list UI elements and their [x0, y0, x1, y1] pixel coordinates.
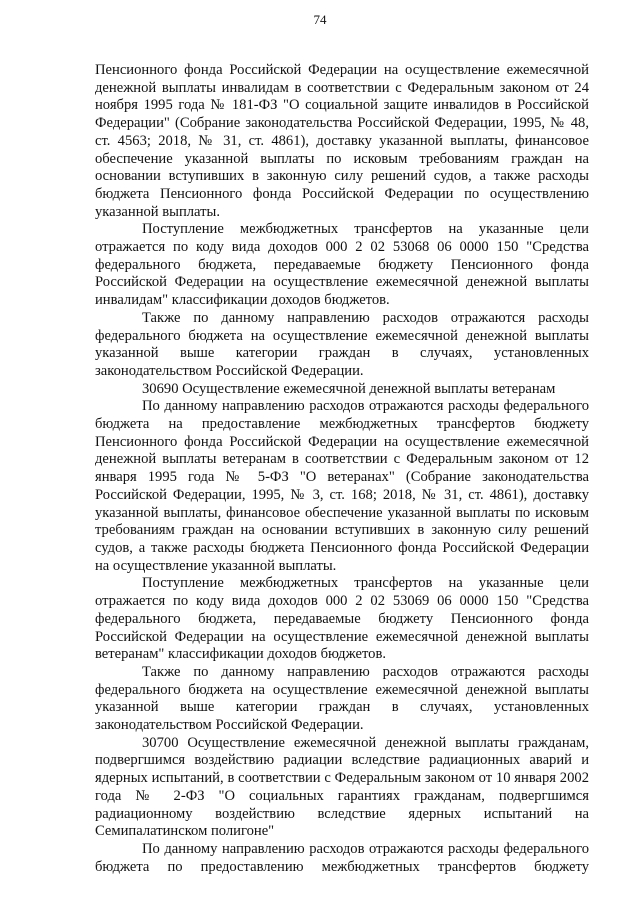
paragraph-income-code-veterans: Поступление межбюджетных трансфертов на указанные цели отражается по коду вида доходов 000 2 02 53069 06 0000 150 "Средства федерального бюджета, передаваемые бюджету Пенсионного фонда Российской Федерации на осуществление ежемесячной денежной выплаты ветеранам" классификации доходов бюджетов.	[95, 575, 589, 663]
paragraph-also-veterans: Также по данному направлению расходов отражаются расходы федерального бюджета на осуществление ежемесячной денежной выплаты указанной выше категории граждан в случаях, установленных законодательством Российской Федерации.	[95, 663, 589, 734]
page-number: 74	[313, 12, 327, 27]
paragraph-radiation-expenses: По данному направлению расходов отражаются расходы федерального бюджета по предоставлению межбюджетных трансфертов бюджету	[95, 840, 589, 875]
paragraph-veterans-expenses: По данному направлению расходов отражаются расходы федерального бюджета на предоставление межбюджетных трансфертов бюджету Пенсионного фонда Российской Федерации на осуществление ежемесячной денежной выплаты ветеранам в соответствии с Федеральным законом от 12 января 1995 года № 5-ФЗ "О ветеранах" (Собрание законодательства Российской Федерации, 1995, № 3, ст. 168; 2018, № 31, ст. 4861), доставку указанной выплаты, финансовое обеспечение указанной выплаты по исковым требованиям граждан на основании вступивших в законную силу решений судов, а также расходы бюджета Пенсионного фонда Российской Федерации на осуществление указанной выплаты.	[95, 398, 589, 574]
paragraph-income-code-invalids: Поступление межбюджетных трансфертов на указанные цели отражается по коду вида доходов 000 2 02 53068 06 0000 150 "Средства федерального бюджета, передаваемые бюджету Пенсионного фонда Российской Федерации на осуществление ежемесячной денежной выплаты инвалидам" классификации доходов бюджетов.	[95, 221, 589, 309]
section-heading-30690: 30690 Осуществление ежемесячной денежной выплаты ветеранам	[142, 380, 556, 397]
paragraph-also-invalids: Также по данному направлению расходов отражаются расходы федерального бюджета на осуществление ежемесячной денежной выплаты указанной выше категории граждан в случаях, установленных законодательством Российской Федерации.	[95, 309, 589, 379]
section-heading-30700: 30700 Осуществление ежемесячной денежной выплаты гражданам, подвергшимся воздействию радиации вследствие радиационных аварий и ядерных испытаний, в соответствии с Федеральным законом от 10 января 2002 года № 2-ФЗ "О социальных гарантиях гражданам, подвергшимся радиационному воздействию вследствие ядерных испытаний на Семипалатинском полигоне"	[95, 734, 589, 840]
paragraph-continuation: Пенсионного фонда Российской Федерации на осуществление ежемесячной денежной выплаты инвалидам в соответствии с Федеральным законом от 24 ноября 1995 года № 181-ФЗ "О социальной защите инвалидов в Российской Федерации" (Собрание законодательства Российской Федерации, 1995, № 48, ст. 4563; 2018, № 31, ст. 4861), доставку указанной выплаты, финансовое обеспечение указанной выплаты по исковым требованиям граждан на основании вступивших в законную силу решений судов, а также расходы бюджета Пенсионного фонда Российской Федерации по осуществлению указанной выплаты.	[95, 62, 589, 220]
document-body	[95, 62, 589, 876]
